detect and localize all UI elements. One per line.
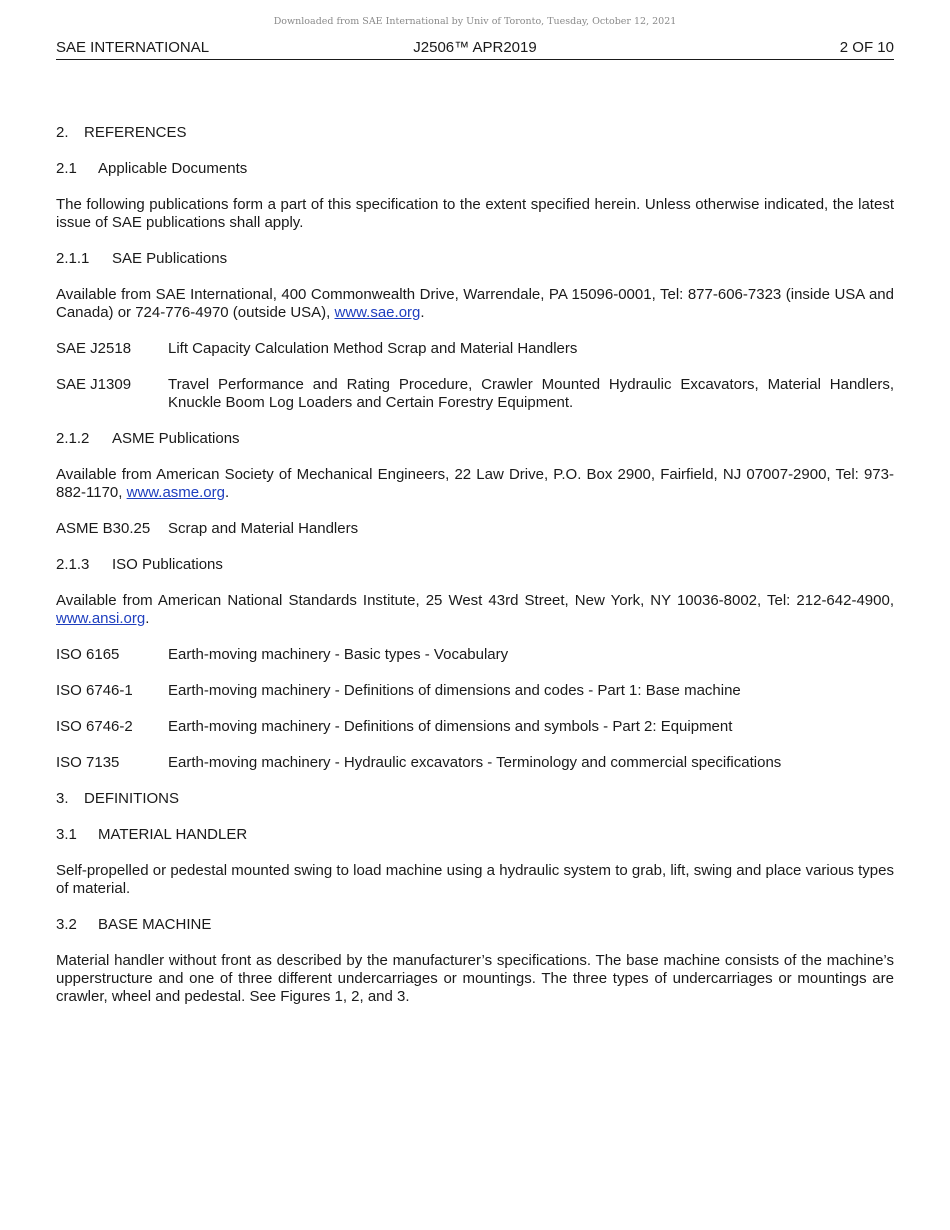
reference-title: Travel Performance and Rating Procedure, Crawler Mounted Hydraulic Excavators, Material Handlers, Knuckle Boom Log Loaders and Certain Forestry Equipment. (168, 376, 894, 411)
paragraph-text: Available from American Society of Mechanical Engineers, 22 Law Drive, P.O. Box 2900, Fairfield, NJ 07007-2900, Tel: 973-882-1170, (56, 466, 894, 501)
section-2-1-2-heading (56, 430, 894, 448)
section-title: SAE Publications (112, 250, 228, 267)
reference-iso-6165 (56, 646, 894, 664)
paragraph-text: Available from American National Standards Institute, 25 West 43rd Street, New York, NY 10036-8002, Tel: 212-642-4900, (56, 592, 894, 609)
reference-code: ISO 7135 (56, 754, 120, 771)
page-header (56, 38, 894, 60)
section-number: 3. (56, 790, 69, 807)
section-title: DEFINITIONS (84, 790, 180, 807)
reference-iso-6746-2 (56, 718, 894, 736)
section-title: MATERIAL HANDLER (98, 826, 248, 843)
applicable-documents-paragraph: The following publications form a part of this specification to the extent specified herein. Unless otherwise indicated, the latest issue of SAE publications shall apply. (56, 196, 894, 231)
section-number: 2.1 (56, 160, 77, 177)
download-watermark: Downloaded from SAE International by Univ of Toronto, Tuesday, October 12, 2021 (273, 16, 677, 27)
section-title: REFERENCES (84, 124, 187, 141)
reference-code: ISO 6165 (56, 646, 120, 663)
reference-iso-7135 (56, 754, 894, 772)
reference-code: ISO 6746-2 (56, 718, 133, 735)
reference-title: Lift Capacity Calculation Method Scrap and Material Handlers (168, 340, 578, 357)
section-number: 3.1 (56, 826, 77, 843)
header-org: SAE INTERNATIONAL (56, 39, 210, 56)
reference-sae-j2518 (56, 340, 894, 358)
base-machine-definition: Material handler without front as described by the manufacturer’s specifications. The base machine consists of the machine’s upperstructure and one of three different undercarriages or mountings. The three types of undercarriages or mountings are crawler, wheel and pedestal. See Figures 1, 2, and 3. (56, 952, 894, 1005)
section-title: ISO Publications (112, 556, 223, 573)
reference-sae-j1309 (56, 376, 894, 412)
section-number: 2.1.1 (56, 250, 90, 267)
reference-title: Earth-moving machinery - Definitions of dimensions and codes - Part 1: Base machine (168, 682, 741, 699)
reference-asme-b30-25 (56, 520, 894, 538)
asme-availability-paragraph (56, 466, 894, 502)
section-3-1-heading (56, 826, 894, 844)
sae-availability-paragraph (56, 286, 894, 322)
reference-title: Earth-moving machinery - Hydraulic excavators - Terminology and commercial specifications (168, 754, 782, 771)
reference-code: SAE J1309 (56, 376, 132, 393)
paragraph-text: Available from SAE International, 400 Commonwealth Drive, Warrendale, PA 15096-0001, Tel: 877-606-7323 (inside USA and Canada) or 724-776-4970 (outside USA), (56, 286, 894, 321)
section-2-1-3-heading (56, 556, 894, 574)
reference-code: ISO 6746-1 (56, 682, 133, 699)
paragraph-end: . (145, 610, 150, 627)
paragraph-end: . (225, 484, 230, 501)
paragraph-end: . (420, 304, 425, 321)
section-3-heading (56, 790, 894, 808)
asme-website-link[interactable]: www.asme.org (126, 484, 225, 501)
reference-title: Scrap and Material Handlers (168, 520, 359, 537)
sae-website-link[interactable]: www.sae.org (334, 304, 421, 321)
section-number: 2.1.2 (56, 430, 90, 447)
section-2-1-heading (56, 160, 894, 178)
section-number: 2.1.3 (56, 556, 90, 573)
section-number: 3.2 (56, 916, 77, 933)
section-2-1-1-heading (56, 250, 894, 268)
header-doc-id: J2506™ APR2019 (413, 39, 537, 56)
header-page-number: 2 OF 10 (839, 39, 894, 56)
reference-code: ASME B30.25 (56, 520, 151, 537)
section-title: Applicable Documents (98, 160, 248, 177)
reference-title: Earth-moving machinery - Definitions of dimensions and symbols - Part 2: Equipment (168, 718, 733, 735)
section-title: ASME Publications (112, 430, 240, 447)
material-handler-definition: Self-propelled or pedestal mounted swing to load machine using a hydraulic system to grab, lift, swing and place various types of material. (56, 862, 894, 897)
iso-availability-paragraph (56, 592, 894, 628)
ansi-website-link[interactable]: www.ansi.org (56, 610, 146, 627)
reference-code: SAE J2518 (56, 340, 132, 357)
section-title: BASE MACHINE (98, 916, 212, 933)
reference-title: Earth-moving machinery - Basic types - Vocabulary (168, 646, 509, 663)
section-2-heading (56, 124, 894, 142)
section-number: 2. (56, 124, 69, 141)
document-body (56, 124, 894, 1006)
section-3-2-heading (56, 916, 894, 934)
reference-iso-6746-1 (56, 682, 894, 700)
